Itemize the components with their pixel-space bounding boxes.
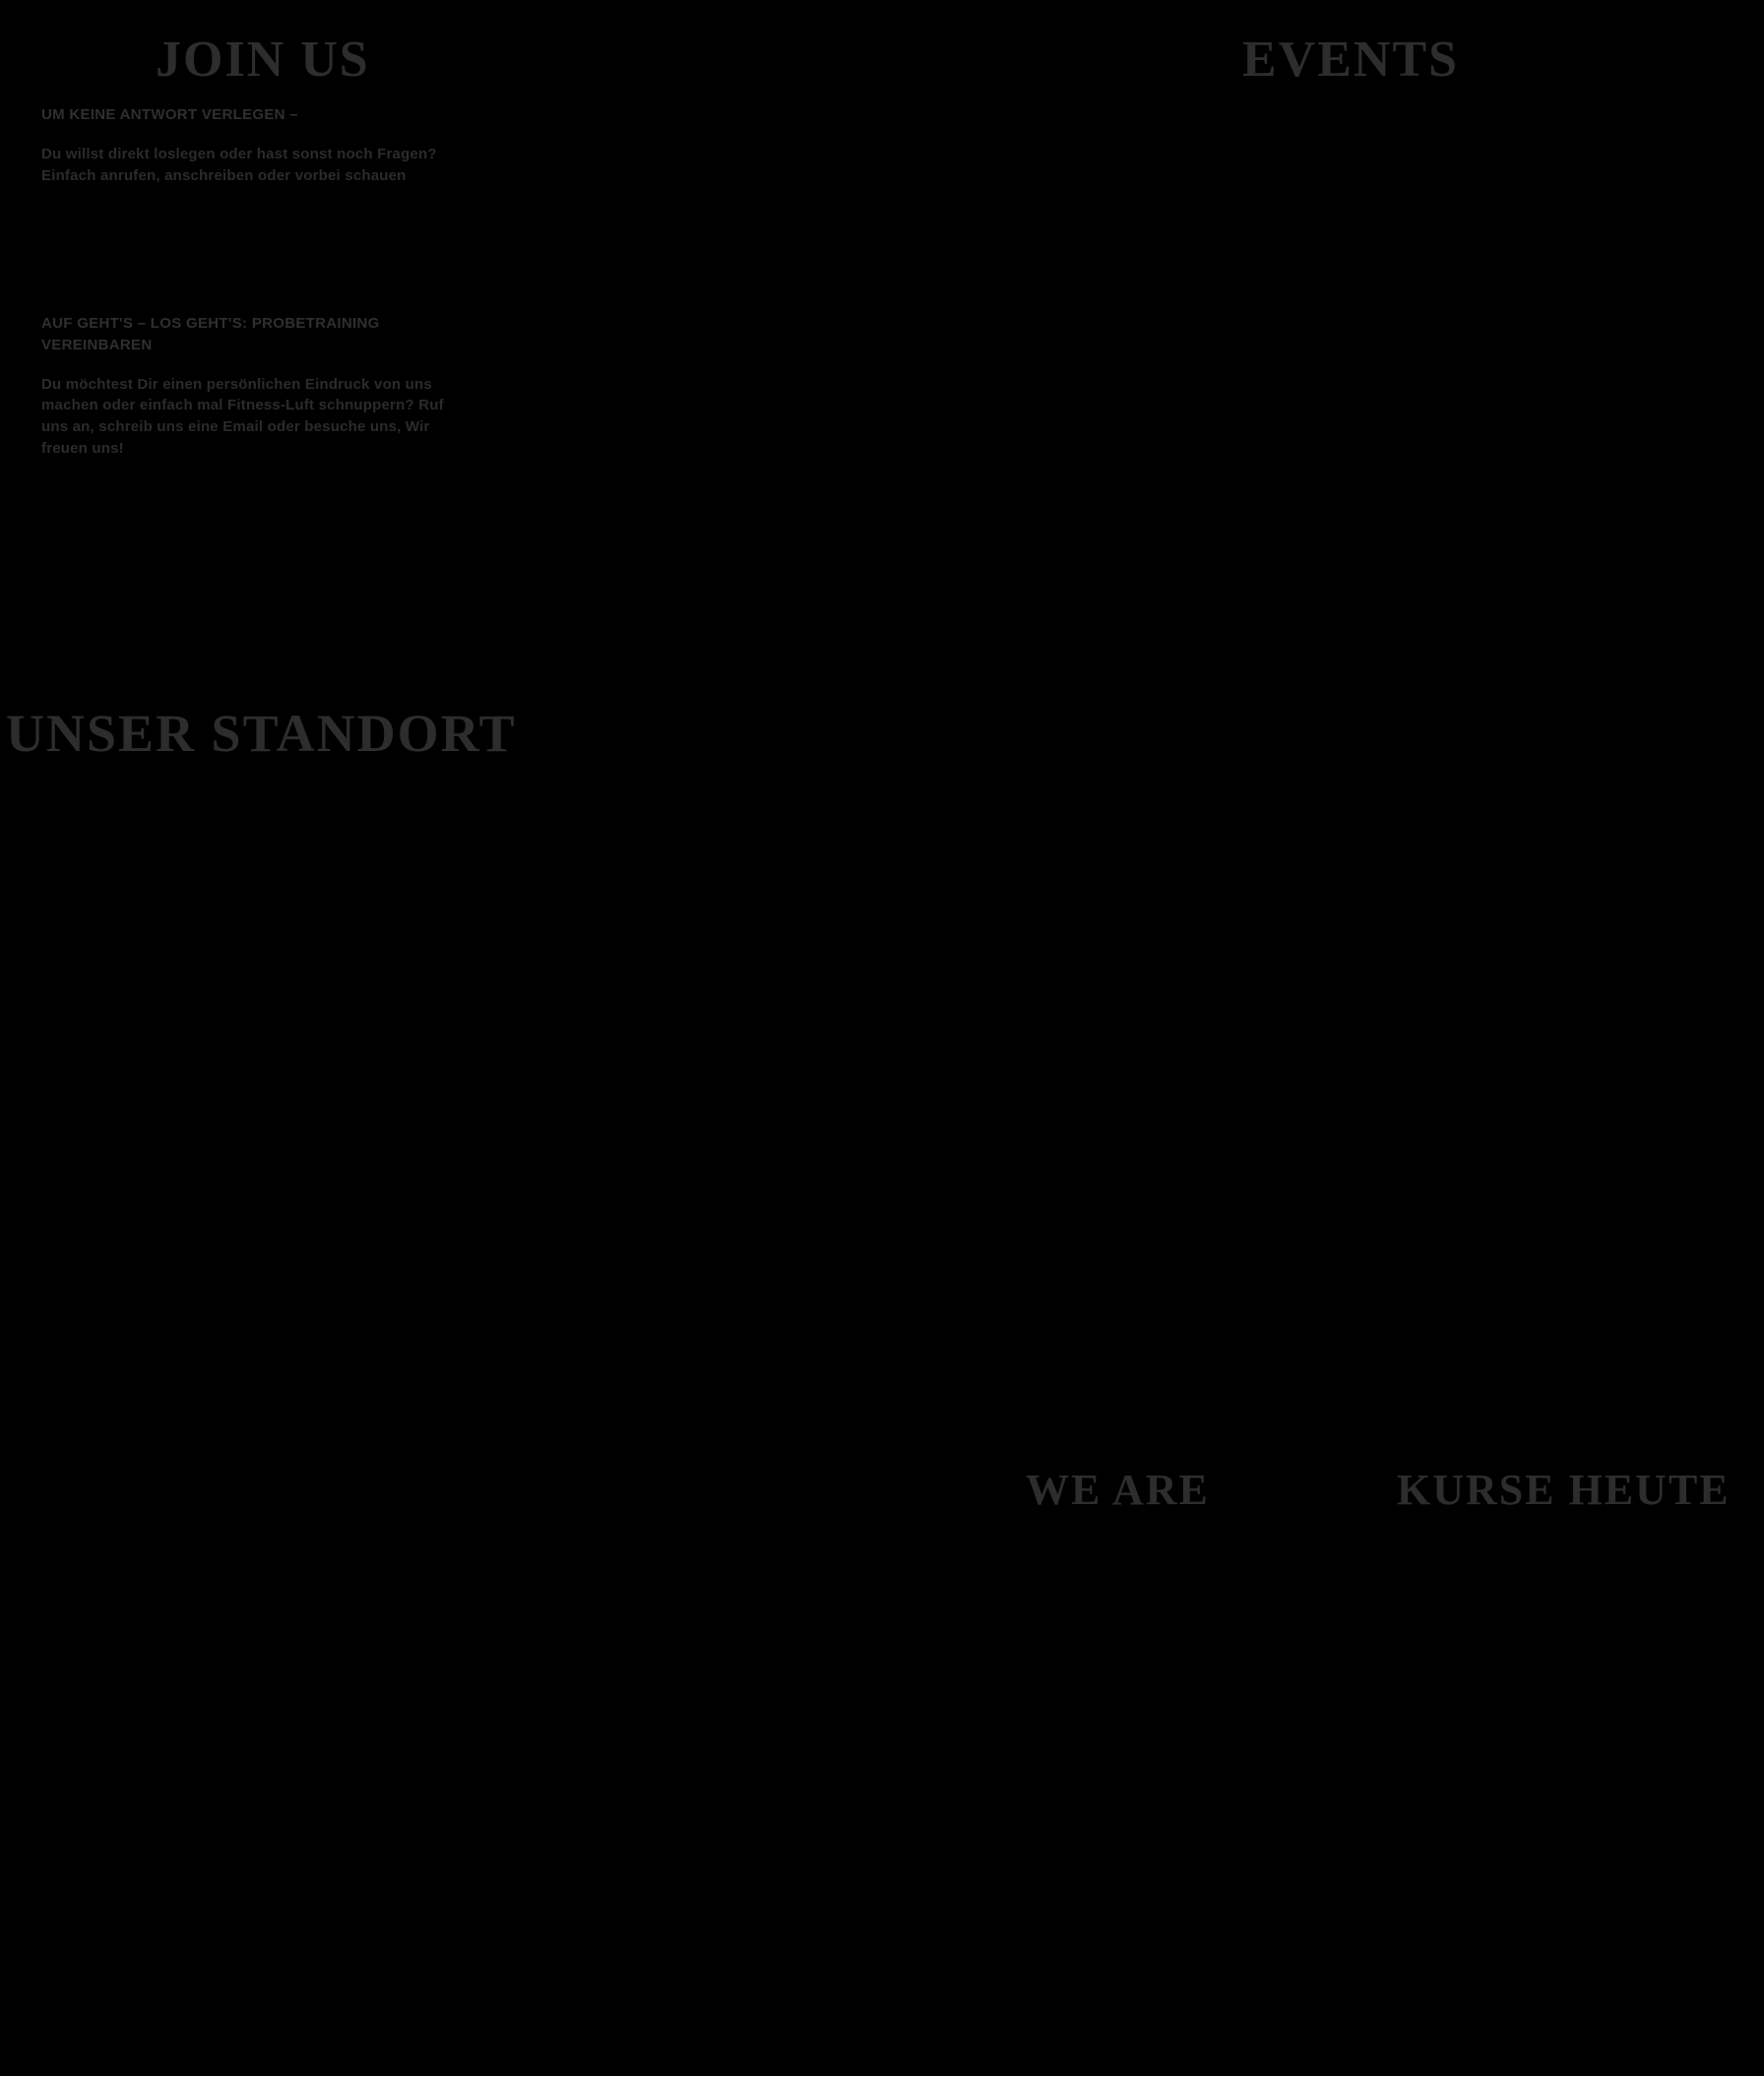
events-heading: EVENTS	[1242, 31, 1460, 88]
we-are-heading: WE ARE	[1026, 1465, 1210, 1514]
join-us-block-contact-title: UM KEINE ANTWORT VERLEGEN –	[41, 106, 298, 123]
kurse-heute-heading: KURSE HEUTE	[1397, 1465, 1731, 1514]
join-us-block-trial-body: Du möchtest Dir einen persönlichen Eindruck von uns machen oder einfach mal Fitness-Luft schnuppern? Ruf uns an, schreib uns eine Email oder besuche uns, Wir freuen uns!	[41, 375, 444, 457]
join-us-block-contact-body: Du willst direkt loslegen oder hast sonst noch Fragen? Einfach anrufen, anschreiben oder vorbei schauen	[41, 145, 437, 184]
join-us-heading: JOIN US	[156, 31, 370, 88]
join-us-block-trial-title: AUF GEHT'S – LOS GEHT'S: PROBETRAINING VEREINBAREN	[41, 315, 380, 353]
join-us-block-contact	[41, 104, 465, 186]
unser-standort-heading: UNSER STANDORT	[6, 704, 517, 764]
join-us-block-trial	[41, 313, 465, 460]
